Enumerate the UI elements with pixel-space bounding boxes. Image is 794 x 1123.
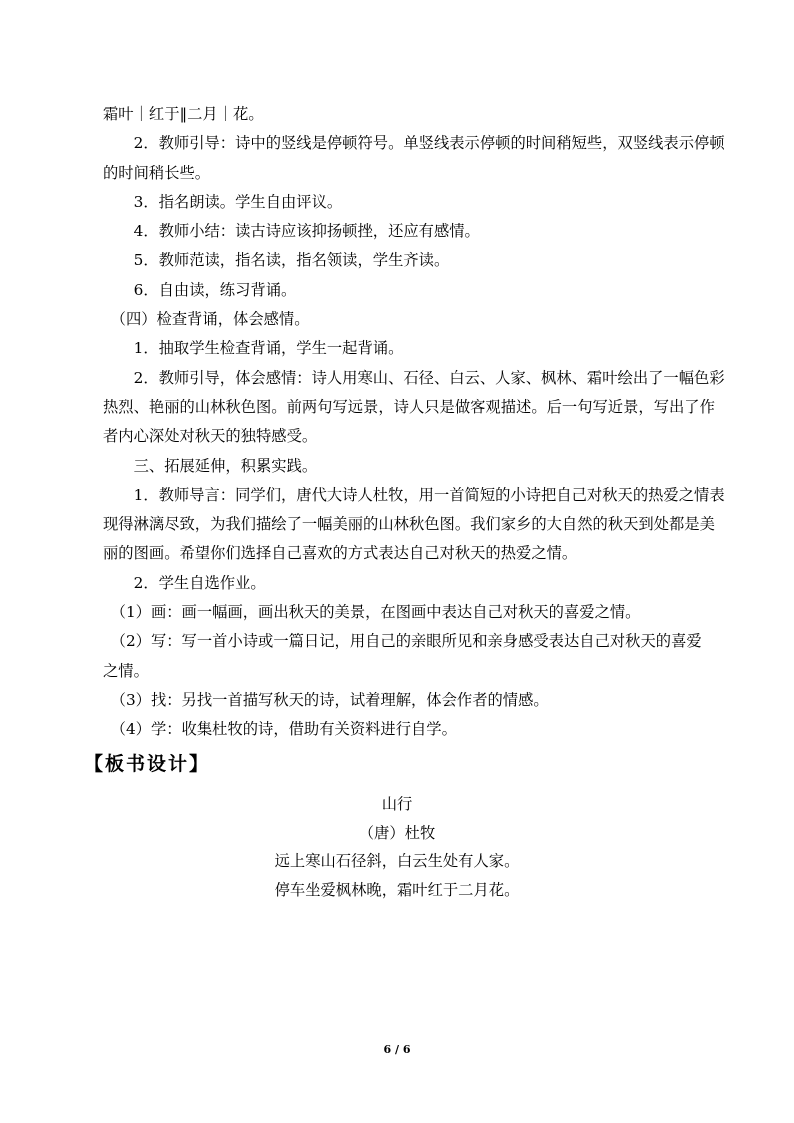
step-2-teacher-guidance: 2．教师引导：诗中的竖线是停顿符号。单竖线表示停顿的时间稍短些，双竖线表示停顿 [133,134,725,153]
lesson-body [103,100,723,745]
section-4-item-2: 2．教师引导，体会感情：诗人用寒山、石径、白云、人家、枫林、霜叶绘出了一幅色彩 [133,368,725,387]
homework-option-write-cont: 之情。 [103,661,149,680]
poem-block [0,790,794,904]
part-3-item-2: 2．学生自选作业。 [133,573,266,592]
page-number: 6 / 6 [383,1043,411,1056]
step-4-teacher-summary: 4．教师小结：读古诗应该抑扬顿挫，还应有感情。 [133,222,480,241]
part-3-item-1-cont-1: 现得淋漓尽致，为我们描绘了一幅美丽的山林秋色图。我们家乡的大自然的秋天到处都是美 [103,515,715,534]
blackboard-design-heading: 【板书设计】 [84,753,211,775]
part-3-item-1: 1．教师导言：同学们，唐代大诗人杜牧，用一首简短的小诗把自己对秋天的热爱之情表 [133,485,725,504]
section-4-item-2-cont-1: 热烈、艳丽的山林秋色图。前两句写远景，诗人只是做客观描述。后一句写近景，写出了作 [103,397,715,416]
poem-title: 山行 [381,795,413,813]
part-3-heading: 三、拓展延伸，积累实践。 [133,456,318,475]
homework-option-find: （3）找：另找一首描写秋天的诗，试着理解，体会作者的情感。 [110,690,549,709]
homework-option-write: （2）写：写一首小诗或一篇日记，用自己的亲眼所见和亲身感受表达自己对秋天的喜爱 [110,632,702,651]
section-4-item-1: 1．抽取学生检查背诵，学生一起背诵。 [133,339,404,358]
step-5-model-reading: 5．教师范读，指名读，指名领读，学生齐读。 [133,251,450,270]
poem-author: （唐）杜牧 [358,823,436,842]
homework-option-draw: （1）画：画一幅画，画出秋天的美景，在图画中表达自己对秋天的喜爱之情。 [110,603,641,622]
step-6-free-reading: 6．自由读，练习背诵。 [133,280,297,299]
part-3-item-1-cont-2: 丽的图画。希望你们选择自己喜欢的方式表达自己对秋天的热爱之情。 [103,544,578,563]
poem-line-1: 远上寒山石径斜，白云生处有人家。 [274,852,520,871]
homework-option-study: （4）学：收集杜牧的诗，借助有关资料进行自学。 [110,720,457,739]
step-2-continuation: 的时间稍长些。 [103,163,211,182]
pause-marked-line: 霜叶｜红于‖二月｜花。 [103,105,264,123]
poem-line-2: 停车坐爱枫林晚，霜叶红于二月花。 [274,880,520,899]
section-4-heading: （四）检查背诵，体会感情。 [110,310,310,329]
section-4-item-2-cont-2: 者内心深处对秋天的独特感受。 [103,427,318,446]
step-3-named-reading: 3．指名朗读。学生自由评议。 [133,192,343,211]
